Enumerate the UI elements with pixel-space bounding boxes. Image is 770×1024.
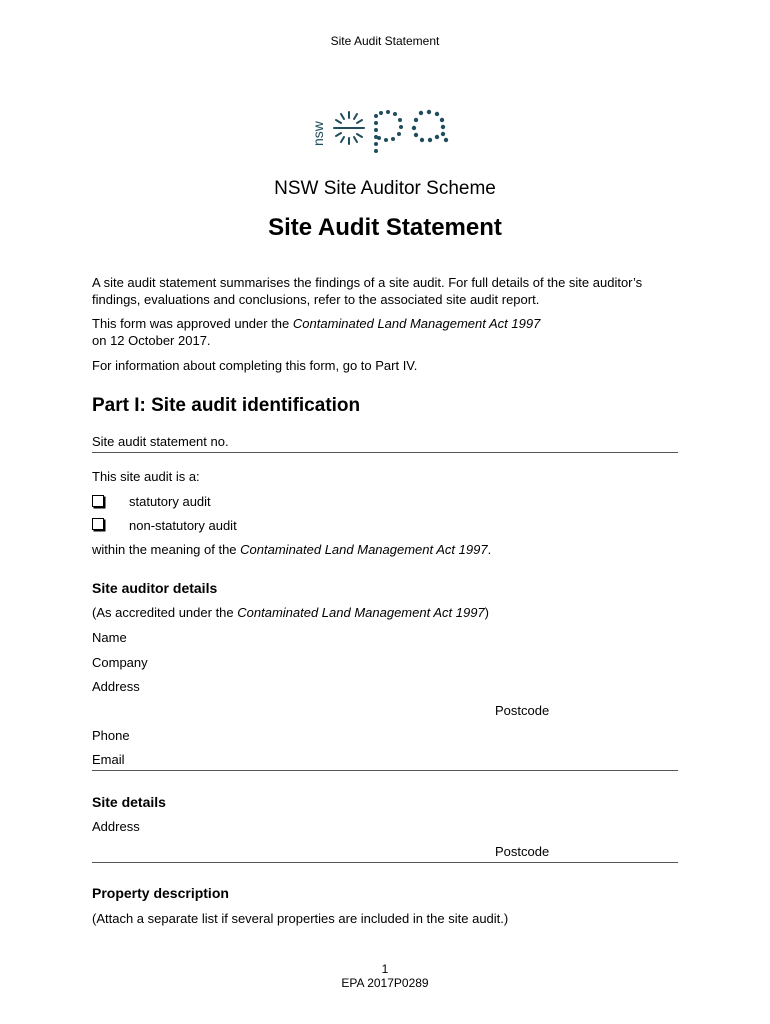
non-statutory-audit-label: non-statutory audit — [129, 518, 237, 533]
statutory-audit-checkbox[interactable] — [92, 495, 104, 507]
logo-nsw-text: nsw — [310, 121, 326, 146]
auditor-details-heading: Site auditor details — [92, 580, 218, 596]
site-address-label: Address — [92, 819, 140, 834]
site-details-heading: Site details — [92, 794, 166, 810]
page-title: Site Audit Statement — [268, 214, 502, 241]
approval-act: Contaminated Land Management Act 1997 — [292, 316, 541, 331]
auditor-email-label: Email — [92, 752, 125, 767]
meaning-prefix: within the meaning of the — [92, 542, 241, 557]
nsw-epa-logo-icon — [309, 104, 461, 160]
auditor-phone-label: Phone — [92, 728, 130, 743]
site-postcode-label: Postcode — [495, 844, 550, 859]
intro-paragraph: A site audit statement summarises the findings of a site audit. For full details of the site auditor’s findings, evaluations and conclusions, refer to the associated site audit report. — [92, 275, 643, 307]
approval-prefix: This form was approved under the — [92, 316, 293, 331]
page-footer — [0, 962, 770, 990]
info-paragraph: For information about completing this form, go to Part IV. — [92, 358, 418, 373]
auditor-postcode-label: Postcode — [495, 703, 550, 718]
logo-a-glyph — [412, 110, 448, 142]
non-statutory-audit-checkbox[interactable] — [92, 518, 104, 530]
auditor-company-label: Company — [92, 655, 148, 670]
statutory-audit-label: statutory audit — [129, 494, 211, 509]
statement-no-field[interactable] — [92, 452, 678, 453]
statement-no-label: Site audit statement no. — [92, 434, 229, 449]
part1-heading: Part I: Site audit identification — [92, 395, 361, 416]
accreditation-suffix: ) — [484, 605, 489, 620]
approval-date: on 12 October 2017. — [92, 333, 211, 348]
nsw-epa-logo — [309, 104, 461, 160]
accreditation-prefix: (As accredited under the — [92, 605, 238, 620]
logo-p-glyph — [374, 110, 403, 153]
approval-paragraph — [92, 315, 682, 349]
page-number: 1 — [381, 962, 389, 976]
accreditation-act: Contaminated Land Management Act 1997 — [237, 605, 485, 620]
audit-meaning-text — [92, 542, 491, 557]
auditor-details-divider — [92, 770, 678, 771]
property-description-note: (Attach a separate list if several properties are included in the site audit.) — [92, 911, 509, 926]
auditor-accreditation-note — [92, 605, 489, 620]
auditor-name-label: Name — [92, 630, 127, 645]
auditor-address-label: Address — [92, 679, 140, 694]
site-details-divider — [92, 862, 678, 863]
document-code: EPA 2017P0289 — [341, 976, 429, 990]
property-description-heading: Property description — [92, 885, 229, 901]
meaning-act: Contaminated Land Management Act 1997 — [240, 542, 488, 557]
scheme-name: NSW Site Auditor Scheme — [274, 178, 496, 199]
running-header: Site Audit Statement — [330, 34, 440, 48]
audit-type-intro: This site audit is a: — [92, 469, 200, 484]
meaning-suffix: . — [487, 542, 492, 557]
logo-e-glyph — [334, 112, 364, 144]
